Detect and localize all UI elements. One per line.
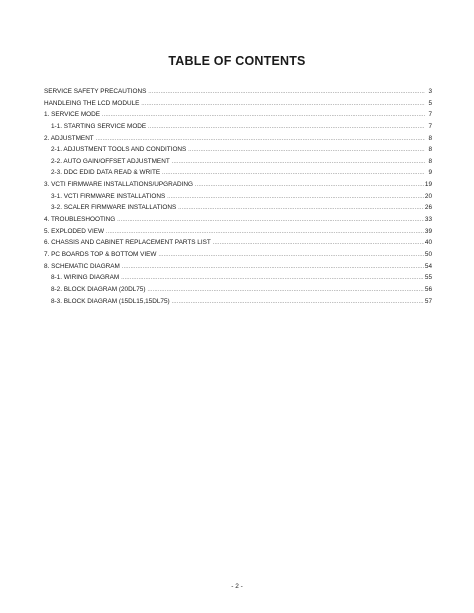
- toc-entry-label: 8. SCHEMATIC DIAGRAM: [44, 262, 120, 270]
- dot-leader: [147, 285, 423, 297]
- table-of-contents: [44, 86, 432, 307]
- toc-entry-label: 8-2. BLOCK DIAGRAM (20DL75): [51, 285, 146, 293]
- toc-entry-page: 8: [428, 157, 432, 165]
- dot-leader: [188, 145, 425, 157]
- toc-entry[interactable]: [44, 144, 432, 156]
- dot-leader: [122, 262, 424, 274]
- toc-entry-label: 8-3. BLOCK DIAGRAM (15DL15,15DL75): [51, 297, 170, 305]
- toc-entry-page: 56: [424, 285, 432, 293]
- toc-entry[interactable]: [44, 237, 432, 249]
- toc-entry[interactable]: [44, 98, 432, 110]
- dot-leader: [167, 192, 424, 204]
- toc-entry-page: 57: [424, 297, 432, 305]
- toc-entry[interactable]: [44, 261, 432, 273]
- toc-entry-label: 4. TROUBLESHOOTING: [44, 216, 116, 224]
- toc-entry-page: 7: [428, 122, 432, 130]
- toc-entry-label: HANDLEING THE LCD MODULE: [44, 99, 140, 107]
- dot-leader: [162, 168, 425, 180]
- toc-entry[interactable]: [44, 167, 432, 179]
- toc-entry-page: 7: [428, 111, 432, 119]
- toc-entry-page: 20: [424, 192, 432, 200]
- toc-entry-label: 1. SERVICE MODE: [44, 111, 100, 119]
- toc-entry[interactable]: [44, 249, 432, 261]
- toc-entry-page: 54: [424, 262, 432, 270]
- toc-entry[interactable]: [44, 296, 432, 308]
- page-title: TABLE OF CONTENTS: [168, 54, 306, 68]
- toc-entry-label: SERVICE SAFETY PRECAUTIONS: [44, 88, 147, 95]
- toc-entry-page: 3: [428, 88, 432, 95]
- toc-entry-page: 19: [424, 181, 432, 189]
- toc-entry[interactable]: [44, 202, 432, 214]
- toc-entry[interactable]: [44, 226, 432, 238]
- dot-leader: [195, 180, 424, 192]
- toc-entry-label: 5. EXPLODED VIEW: [44, 227, 105, 235]
- toc-entry-label: 3. VCTI FIRMWARE INSTALLATIONS/UPGRADING: [44, 181, 194, 189]
- toc-entry-page: 5: [428, 99, 432, 107]
- toc-entry[interactable]: [44, 179, 432, 191]
- toc-entry[interactable]: [44, 86, 432, 98]
- toc-entry-page: 9: [428, 169, 432, 177]
- dot-leader: [148, 122, 425, 134]
- toc-entry-page: 8: [428, 146, 432, 154]
- dot-leader: [178, 203, 424, 215]
- toc-entry-page: 26: [424, 204, 432, 212]
- toc-entry-page: 55: [424, 274, 432, 282]
- toc-entry-label: 3-2. SCALER FIRMWARE INSTALLATIONS: [51, 204, 177, 212]
- toc-entry-label: 6. CHASSIS AND CABINET REPLACEMENT PARTS LIST: [44, 239, 211, 247]
- toc-entry[interactable]: [44, 109, 432, 121]
- toc-entry[interactable]: [44, 121, 432, 133]
- toc-entry[interactable]: [44, 284, 432, 296]
- toc-entry-page: 33: [424, 216, 432, 224]
- toc-entry[interactable]: [44, 214, 432, 226]
- toc-entry-label: 2. ADJUSTMENT: [44, 134, 94, 142]
- toc-entry-page: 40: [424, 239, 432, 247]
- toc-entry-page: 50: [424, 250, 432, 258]
- toc-entry[interactable]: [44, 191, 432, 203]
- toc-entry-page: 8: [428, 134, 432, 142]
- dot-leader: [117, 215, 424, 227]
- toc-entry-label: 7. PC BOARDS TOP & BOTTOM VIEW: [44, 250, 157, 258]
- toc-entry-label: 2-3. DDC EDID DATA READ & WRITE: [51, 169, 161, 177]
- page-number: - 2 -: [231, 583, 243, 590]
- dot-leader: [172, 157, 425, 169]
- toc-entry[interactable]: [44, 156, 432, 168]
- dot-leader: [148, 87, 425, 99]
- dot-leader: [158, 250, 423, 262]
- dot-leader: [141, 99, 425, 111]
- toc-entry-label: 1-1. STARTING SERVICE MODE: [51, 122, 147, 130]
- dot-leader: [121, 273, 424, 285]
- toc-entry-page: 39: [424, 227, 432, 235]
- toc-entry[interactable]: [44, 133, 432, 145]
- toc-entry[interactable]: [44, 272, 432, 284]
- toc-entry-label: 8-1. WIRING DIAGRAM: [51, 274, 120, 282]
- toc-entry-label: 3-1. VCTI FIRMWARE INSTALLATIONS: [51, 192, 166, 200]
- dot-leader: [213, 238, 424, 250]
- dot-leader: [172, 297, 424, 309]
- toc-entry-label: 2-1. ADJUSTMENT TOOLS AND CONDITIONS: [51, 146, 187, 154]
- toc-entry-label: 2-2. AUTO GAIN/OFFSET ADJUSTMENT: [51, 157, 170, 165]
- dot-leader: [102, 110, 425, 122]
